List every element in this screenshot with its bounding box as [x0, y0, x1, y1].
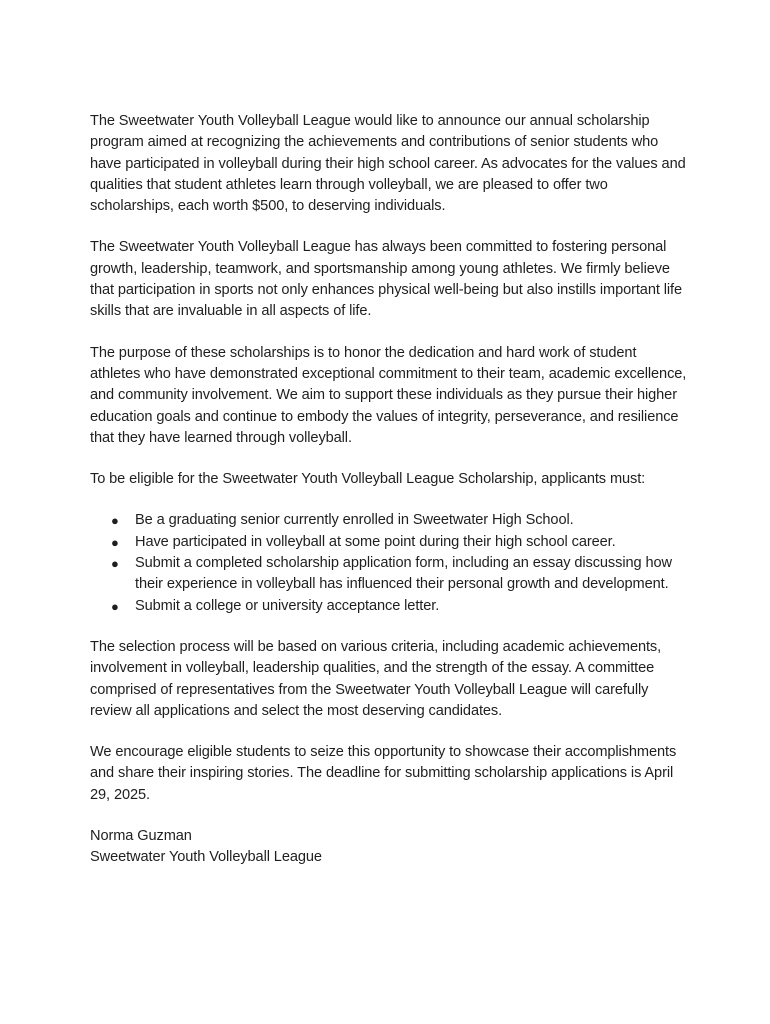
- purpose-paragraph: The purpose of these scholarships is to honor the dedication and hard work of student athletes who have demonstrated exceptional commitment to their team, academic excellence, and community involvement. We aim to support these individuals as they pursue their higher education goals and continue to embody the values of integrity, perseverance, and resilience that they have learned through volleyball.: [90, 344, 687, 446]
- mission-paragraph: The Sweetwater Youth Volleyball League has always been committed to fostering personal growth, leadership, teamwork, and sportsmanship among young athletes. We firmly believe that participation in sports not only enhances physical well-being but also instills important life skills that are invaluable in all aspects of life.: [90, 239, 683, 320]
- signer-organization: Sweetwater Youth Volleyball League: [90, 849, 322, 866]
- list-item: [90, 553, 690, 596]
- signature-block: [90, 826, 690, 869]
- list-item-text: Have participated in volleyball at some point during their high school career.: [135, 533, 616, 550]
- intro-paragraph: The Sweetwater Youth Volleyball League would like to announce our annual scholarship program aimed at recognizing the achievements and contributions of senior students who have participated in volleyball during their high school career. As advocates for the values and qualities that student athletes learn through volleyball, we are pleased to offer two scholarships, each worth $500, to deserving individuals.: [90, 113, 686, 215]
- eligibility-intro: To be eligible for the Sweetwater Youth Volleyball League Scholarship, applicants must:: [90, 471, 646, 488]
- list-item-text: Be a graduating senior currently enrolled in Sweetwater High School.: [135, 512, 574, 529]
- selection-paragraph: The selection process will be based on various criteria, including academic achievements, involvement in volleyball, leadership qualities, and the strength of the essay. A committee comprised of representatives from the Sweetwater Youth Volleyball League will carefully review all applications and select the most deserving candidates.: [90, 638, 662, 719]
- list-item-text: Submit a college or university acceptance letter.: [135, 597, 440, 614]
- list-item: [90, 532, 690, 553]
- bullet-icon: ●: [111, 513, 119, 529]
- signer-name: Norma Guzman: [90, 828, 192, 845]
- bullet-icon: ●: [111, 556, 119, 572]
- eligibility-list: [90, 510, 690, 616]
- list-item-text: Submit a completed scholarship application form, including an essay discussing how their experience in volleyball has influenced their personal growth and development.: [135, 555, 672, 593]
- deadline-paragraph: We encourage eligible students to seize this opportunity to showcase their accomplishments and share their inspiring stories. The deadline for submitting scholarship applications is April 29, 2025.: [90, 744, 677, 803]
- list-item: [90, 510, 690, 531]
- bullet-icon: ●: [111, 598, 119, 614]
- document-page: [90, 111, 690, 869]
- list-item: [90, 596, 690, 617]
- bullet-icon: ●: [111, 534, 119, 550]
